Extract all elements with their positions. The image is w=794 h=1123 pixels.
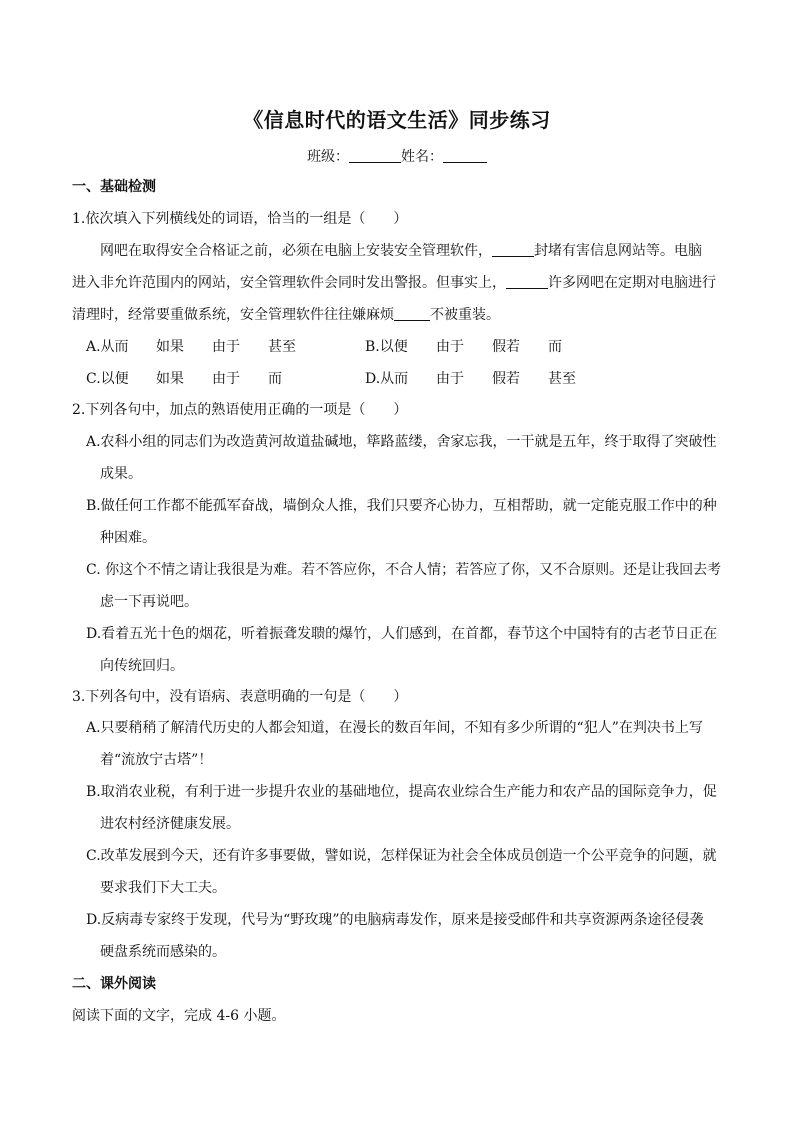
class-name-line: [0, 146, 794, 166]
fill-blank-2: [506, 274, 548, 289]
question-2-option-c: C. 你这个不情之请让我很是为难。若不答应你，不合人情；若答应了你，又不合原则。还是让我回去考: [86, 562, 722, 578]
option-c-label: C.以便: [86, 371, 129, 387]
option-a-label: A.从而: [86, 339, 129, 355]
question-2-option-d-cont: 向传统回归。: [100, 658, 184, 674]
option-c-word-2: 如果: [156, 371, 184, 387]
option-c-word-3: 由于: [212, 371, 240, 387]
class-label: 班级：: [307, 149, 349, 165]
passage-text: 进入非允许范围内的网站，安全管理软件会同时发出警报。但事实上，: [72, 275, 506, 291]
question-3-option-b-cont: 进农村经济健康发展。: [100, 816, 240, 832]
option-c-word-4: 而: [268, 371, 282, 387]
question-3-option-a-cont: 着“流放宁古塔”！: [100, 752, 213, 768]
passage-text: 封堵有害信息网站等。电脑: [534, 243, 702, 259]
question-1-passage-line-2: [72, 273, 716, 293]
question-2-option-b: B.做任何工作都不能孤军奋战，墙倒众人推，我们只要齐心协力，互相帮助，就一定能克服工作中的种: [86, 498, 717, 514]
question-3-option-c-cont: 要求我们下大工夫。: [100, 880, 226, 896]
question-1-passage-line-3: [72, 305, 500, 325]
option-b-word-2: 由于: [436, 339, 464, 355]
question-3-stem: 3.下列各句中，没有语病、表意明确的一句是（ ）: [72, 689, 408, 705]
name-blank[interactable]: [443, 148, 487, 163]
section-heading-basic: 一、基础检测: [72, 179, 156, 195]
question-2-option-c-cont: 虑一下再说吧。: [100, 594, 198, 610]
question-2-option-b-cont: 种困难。: [100, 530, 156, 546]
page-title: 《信息时代的语文生活》同步练习: [243, 108, 551, 132]
section-heading-reading: 二、课外阅读: [72, 976, 156, 992]
question-2-option-d: D.看着五光十色的烟花，听着振聋发聩的爆竹，人们感到，在首都，春节这个中国特有的古老节日正在: [86, 626, 718, 642]
option-b-label: B.以便: [365, 339, 408, 355]
class-blank[interactable]: [349, 148, 401, 163]
question-2-option-a: A.农科小组的同志们为改造黄河故道盐碱地，筚路蓝缕，舍家忘我，一干就是五年，终于取得了突破性: [86, 434, 717, 450]
question-1-stem: 1.依次填入下列横线处的词语，恰当的一组是（ ）: [72, 211, 408, 227]
name-label: 姓名：: [401, 149, 443, 165]
option-d-word-2: 由于: [436, 371, 464, 387]
option-d-word-3: 假若: [492, 371, 520, 387]
question-1-passage-line-1: [100, 241, 702, 261]
passage-text: 清理时，经常要重做系统，安全管理软件往往嫌麻烦: [72, 307, 394, 323]
fill-blank-3: [394, 306, 430, 321]
option-a-word-3: 由于: [212, 339, 240, 355]
question-2-stem: 2.下列各句中，加点的熟语使用正确的一项是（ ）: [72, 402, 408, 418]
question-3-option-a: A.只要稍稍了解清代历史的人都会知道，在漫长的数百年间，不知有多少所谓的“犯人”在判决书上写: [86, 720, 703, 736]
passage-text: 不被重装。: [430, 307, 500, 323]
question-3-option-d: D.反病毒专家终于发现，代号为“野玫瑰”的电脑病毒发作，原来是接受邮件和共享资源两条途径侵袭: [86, 912, 704, 928]
question-2-option-a-cont: 成果。: [100, 466, 142, 482]
question-3-option-c: C.改革发展到今天，还有许多事要做，譬如说，怎样保证为社会全体成员创造一个公平竞争的问题，就: [86, 848, 717, 864]
option-d-word-4: 甚至: [548, 371, 576, 387]
option-d-label: D.从而: [365, 371, 409, 387]
passage-text: 网吧在取得安全合格证之前，必须在电脑上安装安全管理软件，: [100, 243, 492, 259]
option-a-word-4: 甚至: [268, 339, 296, 355]
question-3-option-b: B.取消农业税，有利于进一步提升农业的基础地位，提高农业综合生产能力和农产品的国际竞争力，促: [86, 784, 717, 800]
question-3-option-d-cont: 硬盘系统而感染的。: [100, 944, 226, 960]
option-b-word-3: 假若: [492, 339, 520, 355]
option-b-word-4: 而: [548, 339, 562, 355]
option-a-word-2: 如果: [156, 339, 184, 355]
passage-text: 许多网吧在定期对电脑进行: [548, 275, 716, 291]
reading-intro: 阅读下面的文字，完成 4-6 小题。: [72, 1008, 286, 1024]
fill-blank-1: [492, 242, 534, 257]
